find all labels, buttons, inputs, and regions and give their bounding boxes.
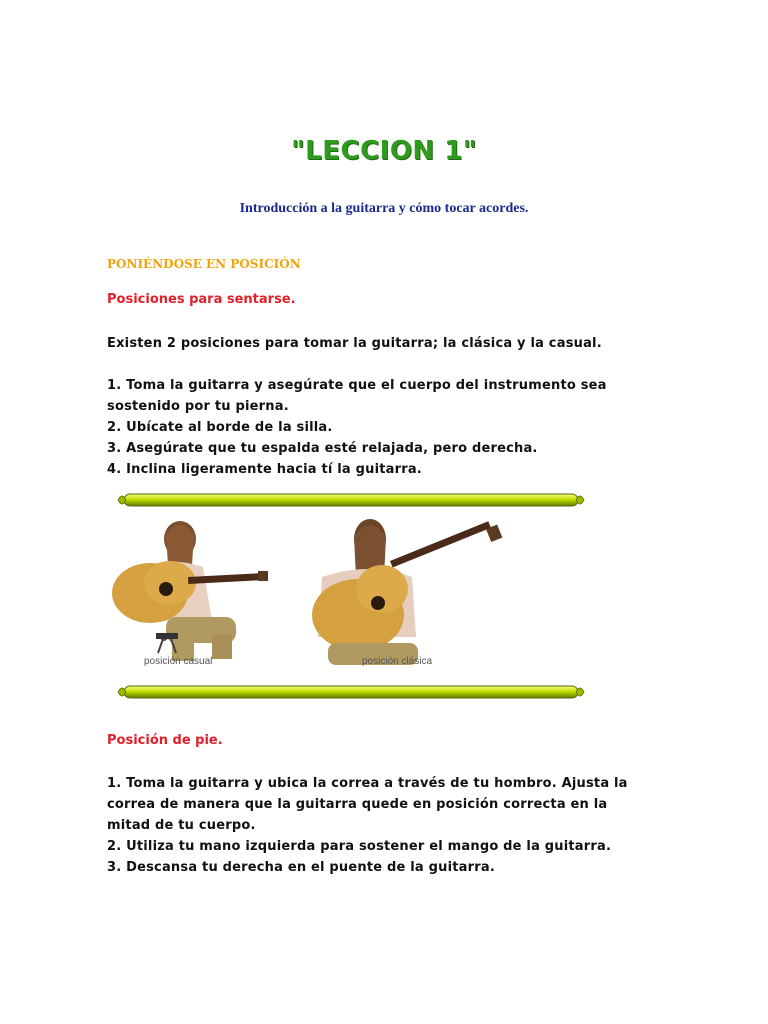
standing-step: 1. Toma la guitarra y ubica la correa a través de tu hombro. Ajusta la correa de manera que la guitarra quede en posición correcta en la mitad de tu cuerpo. xyxy=(107,776,628,833)
sitting-heading: Posiciones para sentarse. xyxy=(107,292,296,307)
guitar-positions-photo xyxy=(108,517,520,673)
page-subtitle: Introducción a la guitarra y cómo tocar acordes. xyxy=(239,201,529,216)
standing-step: 3. Descansa tu derecha en el puente de la guitarra. xyxy=(107,860,495,875)
sitting-steps xyxy=(107,375,647,480)
caption-clasica: posición clásica xyxy=(362,656,433,667)
sitting-step: 2. Ubícate al borde de la silla. xyxy=(107,420,333,435)
sitting-step: 1. Toma la guitarra y asegúrate que el cuerpo del instrumento sea sostenido por tu pierna. xyxy=(107,378,607,414)
standing-step: 2. Utiliza tu mano izquierda para sostener el mango de la guitarra. xyxy=(107,839,612,854)
sitting-step: 4. Inclina ligeramente hacia tí la guitarra. xyxy=(107,462,422,477)
caption-casual: posición casual xyxy=(144,656,213,667)
decorative-divider-top xyxy=(116,489,586,511)
decorative-divider-bottom xyxy=(116,681,586,703)
section-heading: PONIÉNDOSE EN POSICIÓN xyxy=(107,257,301,271)
page-title: "LECCION 1" xyxy=(291,136,477,166)
sitting-step: 3. Asegúrate que tu espalda esté relajada, pero derecha. xyxy=(107,441,538,456)
sitting-intro-text: Existen 2 posiciones para tomar la guitarra; la clásica y la casual. xyxy=(107,336,602,351)
standing-heading: Posición de pie. xyxy=(107,733,223,748)
standing-steps xyxy=(107,773,647,878)
sitting-intro xyxy=(107,333,647,354)
